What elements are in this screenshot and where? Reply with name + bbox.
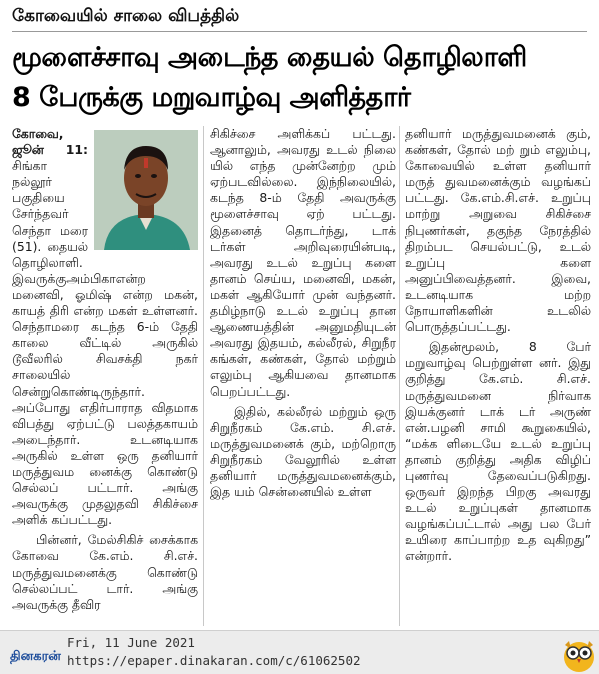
article-url-link[interactable]: https://epaper.dinakaran.com/c/61062502 (67, 653, 361, 668)
publication-logo: தினகரன் (10, 649, 61, 664)
article-kicker: கோவையில் சாலை விபத்தில் (12, 6, 240, 26)
paragraph: சிகிச்சை அளிக்கப் பட்டது. ஆனாலும், அவரது உடல் நிலை யில் எந்த முன்னேற்ற மும் ஏற்படவில்லை. இந்நிலையில், கடந்த 8-ம் தேதி அவருக்கு மூளைச்சாவு ஏற் பட்டது. இதனைத் தொடர்ந்து, டாக் டர்கள் அறிவுரையின்படி, அவரது உடல் உறுப்பு களை தானம் செய்ய, மனைவி, மகன், மகள் ஆகியோர் முன் வந்தனர். தமிழ்நாடு உடல் உறுப்பு தான ஆணையத்தின் அனுமதியுடன் அவரது இதயம், கல்லீரல், சிறுநீர கங்கள், கண்கள், தோல் மற்றும் எலும்பு ஆகியவை தானமாக பெறப்பட்டது. (210, 126, 396, 399)
article-column-2 (210, 126, 396, 500)
paragraph: இதில், கல்லீரல் மற்றும் ஒரு சிறுநீரகம் கே.எம். சி.எச். மருத்துவமனைக் கும், மற்றொரு சிறுநீரகம் வேலூரில் உள்ள தனியார் மருத்துவமனைக்கும், இத யம் சென்னையில் உள்ள (210, 403, 396, 500)
article-headline (12, 38, 590, 118)
portrait-image (94, 130, 198, 250)
article-column-3 (405, 126, 591, 565)
person-photo (94, 130, 198, 250)
headline-line-2: 8 பேருக்கு மறுவாழ்வு அளித்தார் (12, 82, 411, 113)
paragraph: சிங்கா நல்லூர் பகுதியை சேர்ந்தவர் செந்தா மரை (51). தையல் தொழிலாளி. இவருக்குஅம்பிகாஎன்ற மனைவி, ஓமிஷ் என்ற மகன், காயத் திரி என்ற மகள் உள்ளனர். செந்தாமரை கடந்த 6-ம் தேதி காலை வீட்டில் அருகில் டூவீலரில் சிவசக்தி நகர் சாலையில் சென்றுகொண்டிருந்தார். அப்போது எதிர்பாராத விதமாக விபத்து ஏற்பட்டு பலத்தகாயம் அடைந்தார். உடனடியாக அருகில் உள்ள ஒரு தனியார் மருத்துவம னைக்கு கொண்டு செல்லப் பட்டார். அங்கு அவருக்கு முதலுதவி சிகிச்சை அளிக் கப்பட்டது. (12, 158, 198, 528)
epaper-footer (0, 630, 599, 674)
article-column-1 (12, 126, 198, 613)
column-divider (203, 126, 204, 626)
kicker-divider (12, 31, 587, 32)
paragraph: தனியார் மருத்துவமனைக் கும், கண்கள், தோல் மற் றும் எலும்பு, கோவையில் உள்ள தனியார் மருத் துவமனைக்கும் வழங்கப் பட்டது. கே.எம்.சி.எச். உறுப்பு மாற்று அறுவை சிகிச்சை நிபுணர்கள், தகுந்த நேரத்தில் திறம்பட செயல்பட்டு, உடல் உறுப்பு களை அனுப்பிவைத்தனர். இவை, உடனடியாக மற்ற நோயாளிகளின் உடலில் பொருத்தப்பட்டது. (405, 126, 591, 335)
column-divider (399, 126, 400, 626)
owl-mascot-icon (561, 633, 597, 673)
paragraph: பின்னர், மேல்சிகிச் சைக்காக கோவை கே.எம். சி.எச். மருத்துவமனைக்கு கொண்டு செல்லப்பட் டார். அங்கு அவருக்கு தீவிர (12, 532, 198, 612)
publication-date: Fri, 11 June 2021 (67, 635, 195, 650)
dateline: கோவை, ஜூன் 11: (12, 126, 88, 158)
headline-line-1: மூளைச்சாவு அடைந்த தையல் தொழிலாளி (12, 42, 527, 73)
paragraph: இதன்மூலம், 8 பேர் மறுவாழ்வு பெற்றுள்ள னர். இது குறித்து கே.எம். சி.எச். மருத்துவமனை நிர்வாக இயக்குனர் டாக் டர் அருண் என்.பழனி சாமி கூறுகையில், “மக்க ளிடையே உடல் உறுப்பு தானம் குறித்து அதிக விழிப் புணர்வு தேவைப்படுகிறது. ஒருவர் இறந்த பிறகு அவரது உடல் உறுப்புகள் தானமாக வழங்கப்பட்டால் அது பல பேர் உயிரை காப்பாற்ற உத வுகிறது” என்றார். (405, 339, 591, 564)
